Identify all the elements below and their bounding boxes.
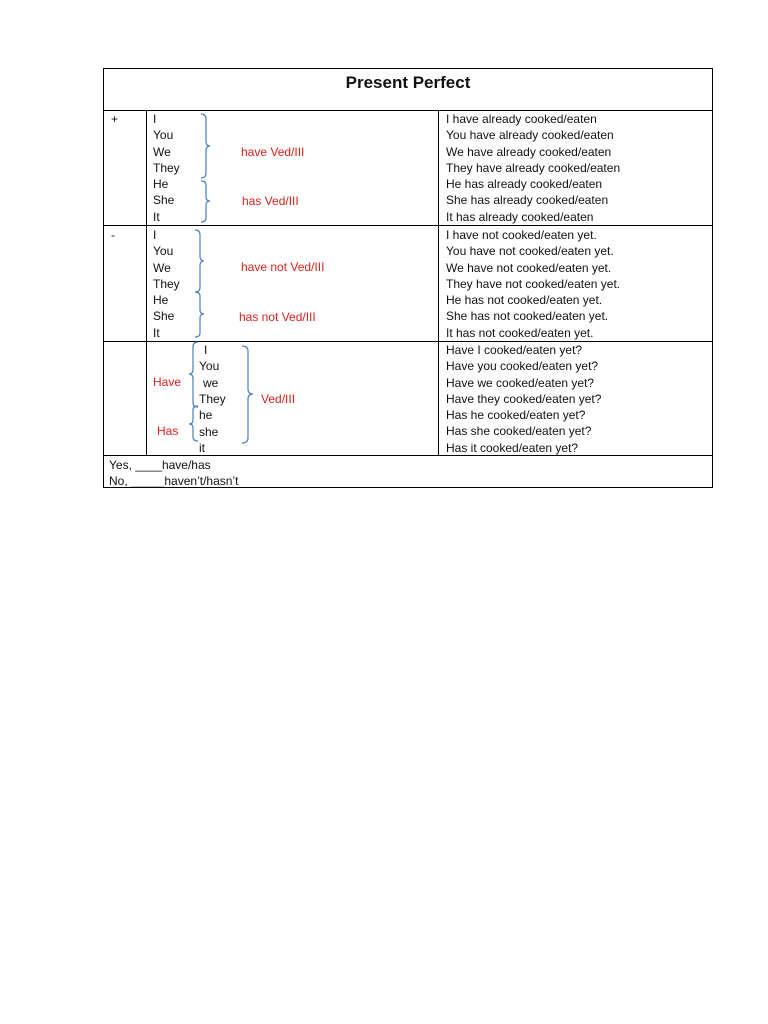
pronoun: She	[153, 193, 175, 208]
rule-has: has Ved/III	[242, 194, 299, 208]
pronoun: They	[153, 276, 180, 291]
rule-ved: Ved/III	[261, 392, 296, 406]
pronoun: You	[199, 359, 220, 373]
example-sentence: He has already cooked/eaten	[446, 177, 603, 192]
negative-examples	[446, 227, 620, 341]
row-divider	[104, 225, 712, 226]
pronoun: it	[199, 441, 205, 455]
pronoun: They	[153, 160, 180, 175]
pronoun: I	[153, 228, 157, 242]
column-divider	[146, 110, 147, 455]
rule-have-not: have not Ved/III	[241, 260, 325, 274]
pronoun: We	[153, 260, 171, 275]
question-examples	[446, 342, 601, 456]
pronoun: he	[199, 408, 213, 422]
table-title: Present Perfect	[345, 73, 471, 92]
example-sentence: I have already cooked/eaten	[446, 112, 597, 126]
pronoun: I	[204, 343, 208, 357]
rule-has-not: has not Ved/III	[239, 310, 316, 324]
example-sentence: Have they cooked/eaten yet?	[446, 391, 602, 406]
pronoun: It	[153, 209, 160, 224]
aux-have: Have	[153, 375, 182, 389]
example-sentence: Have we cooked/eaten yet?	[446, 375, 595, 390]
pronoun: She	[153, 309, 175, 324]
affirmative-examples	[446, 111, 620, 225]
negative-sign: -	[111, 228, 115, 242]
pronoun: He	[153, 177, 169, 192]
example-sentence: You have already cooked/eaten	[446, 128, 614, 143]
example-sentence: They have already cooked/eaten	[446, 160, 621, 175]
example-sentence: You have not cooked/eaten yet.	[446, 244, 614, 259]
brace-icon	[240, 345, 254, 445]
brace-icon	[199, 113, 211, 179]
present-perfect-table	[103, 68, 713, 488]
example-sentence: She has not cooked/eaten yet.	[446, 309, 609, 324]
example-sentence: We have already cooked/eaten	[446, 144, 612, 159]
example-sentence: I have not cooked/eaten yet.	[446, 228, 597, 242]
affirmative-pronouns	[153, 111, 180, 225]
example-sentence: Has he cooked/eaten yet?	[446, 408, 586, 423]
aux-has: Has	[157, 424, 179, 438]
brace-icon	[199, 180, 211, 224]
pronoun: she	[199, 425, 219, 439]
pronoun: You	[153, 244, 174, 259]
example-sentence: It has not cooked/eaten yet.	[446, 325, 594, 340]
brace-icon	[193, 291, 205, 339]
example-sentence: She has already cooked/eaten	[446, 193, 609, 208]
affirmative-sign: +	[111, 112, 119, 126]
negative-pronouns	[153, 227, 180, 341]
rule-have: have Ved/III	[241, 145, 305, 159]
example-sentence: Has she cooked/eaten yet?	[446, 424, 592, 439]
short-answer-no: No, _____haven’t/hasn’t	[109, 474, 239, 488]
pronoun: We	[153, 144, 171, 159]
example-sentence: Have I cooked/eaten yet?	[446, 343, 583, 357]
row-divider	[104, 110, 712, 111]
example-sentence: Has it cooked/eaten yet?	[446, 440, 579, 455]
pronoun: You	[153, 128, 174, 143]
example-sentence: He has not cooked/eaten yet.	[446, 293, 603, 308]
row-divider	[104, 455, 712, 456]
column-divider	[438, 110, 439, 455]
brace-icon	[193, 229, 205, 293]
pronoun: They	[199, 392, 226, 406]
pronoun: we	[203, 376, 219, 390]
example-sentence: We have not cooked/eaten yet.	[446, 260, 612, 275]
short-answer-yes: Yes, ____have/has	[109, 458, 211, 472]
pronoun: He	[153, 293, 169, 308]
example-sentence: They have not cooked/eaten yet.	[446, 276, 621, 291]
pronoun: It	[153, 325, 160, 340]
example-sentence: Have you cooked/eaten yet?	[446, 359, 599, 374]
pronoun: I	[153, 112, 157, 126]
example-sentence: It has already cooked/eaten	[446, 209, 594, 224]
